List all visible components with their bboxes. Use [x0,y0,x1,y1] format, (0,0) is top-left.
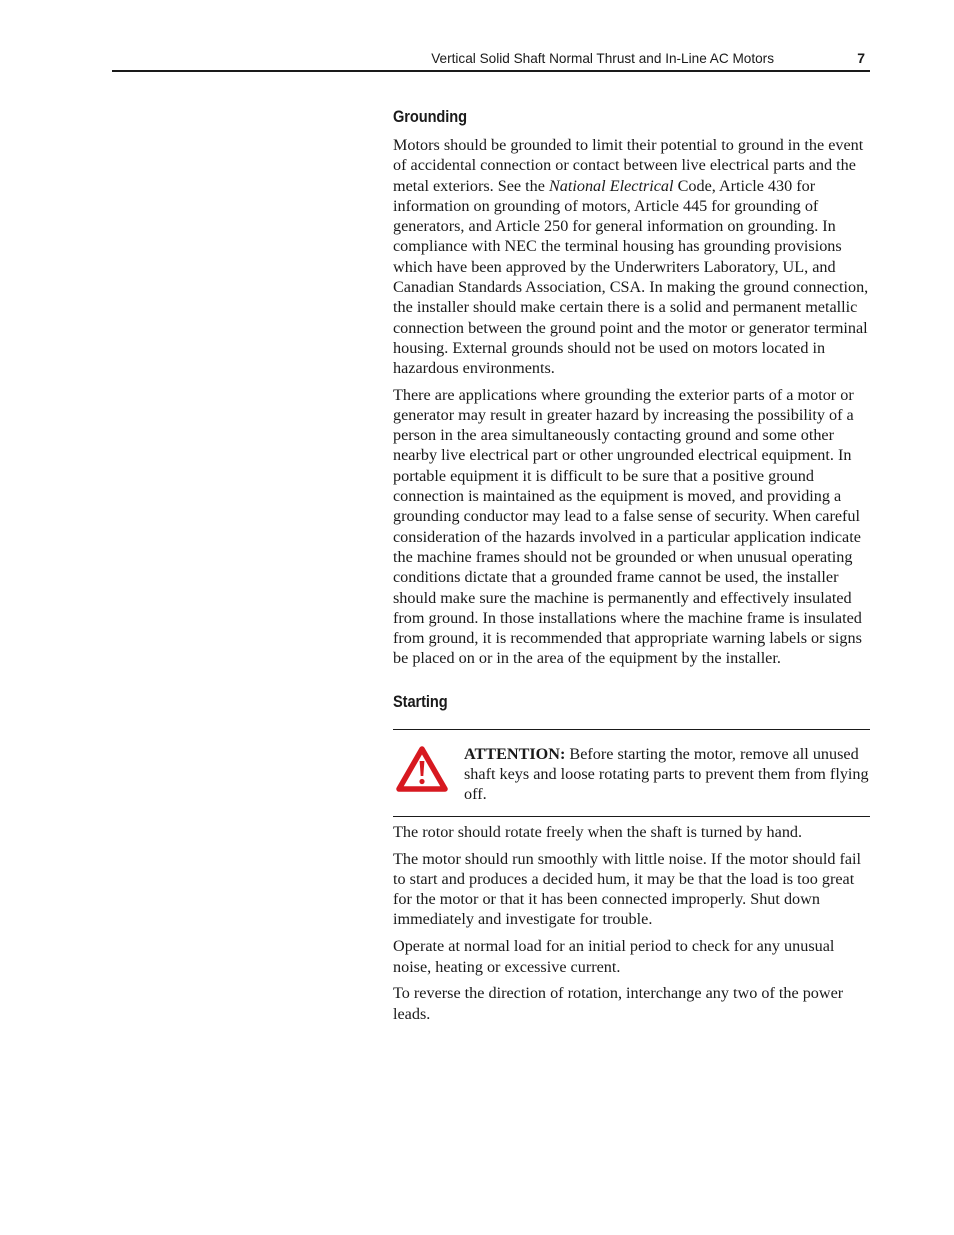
attention-text: Before starting the motor, remove all unused shaft keys and loose rotating parts to prevent them from flying off. [464,744,869,804]
grounding-paragraph-1 [393,135,870,379]
warning-triangle-icon [396,745,448,793]
starting-paragraph-1: The rotor should rotate freely when the shaft is turned by hand. [393,822,803,841]
starting-heading: Starting [393,691,448,711]
grounding-paragraph-2: There are applications where grounding the exterior parts of a motor or generator may result in greater hazard by increasing the possibility of a person in the area simultaneously contacting ground and some other nearby live electrical part or other ungrounded electrical equipment. In portable equipment it is difficult to be sure that a positive ground connection is maintained as the equipment is moved, and providing a grounding conductor may lead to a false sense of security. When careful consideration of the hazards involved in a particular application indicate the machine frames should not be grounded or when unusual operating conditions dictate that a grounded frame cannot be used, the installer should make sure the machine is permanently and effectively insulated from ground. In those installations where the machine frame is insulated from ground, it is recommended that appropriate warning labels or signs be placed on or in the area of the equipment by the installer. [393,385,862,668]
main-content [393,104,870,1030]
starting-paragraph-4: To reverse the direction of rotation, interchange any two of the power leads. [393,984,844,1023]
nec-title: National Electrical [548,176,674,195]
grounding-heading: Grounding [393,107,467,126]
page-number: 7 [857,50,865,66]
header-title: Vertical Solid Shaft Normal Thrust and In-Line AC Motors [431,51,774,66]
attention-label: ATTENTION: [464,744,566,763]
grounding-paragraph-1-start: Motors should be grounded to limit their potential to ground in the event of accidental connection or contact between live electrical parts and the metal exteriors. See the [393,136,864,195]
running-header [0,0,954,74]
attention-box [393,729,870,817]
starting-paragraph-3: Operate at normal load for an initial period to check for any unusual noise, heating or excessive current. [393,937,835,976]
starting-paragraph-2: The motor should run smoothly with little noise. If the motor should fail to start and produces a decided hum, it may be that the load is too great for the motor or that it has been connected improperly. Shut down immediately and investigate for trouble. [393,849,862,929]
header-rule [112,70,870,72]
grounding-paragraph-1-end: Code, Article 430 for information on grounding of motors, Article 445 for grounding of generators, and Article 250 for general information on grounding. In compliance with NEC the terminal housing has grounding provisions which have been approved by the Underwriters Laboratory, UL, and Canadian Standards Association, CSA. In making the ground connection, the installer should make certain there is a solid and permanent metallic connection between the ground point and the motor or generator terminal housing. External grounds should not be used on motors located in hazardous environments. [393,176,869,378]
attention-message [464,744,869,805]
